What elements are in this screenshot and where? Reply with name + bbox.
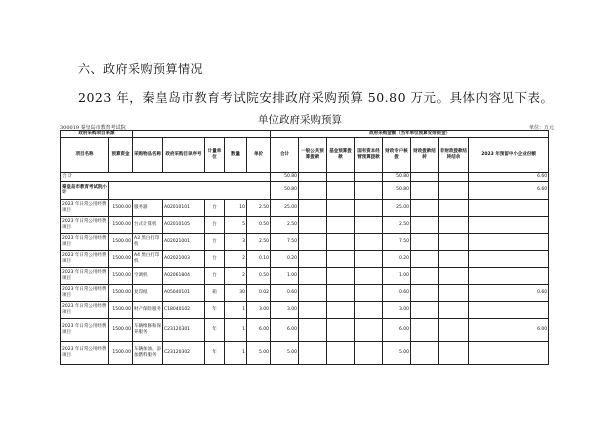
cell-price: 0.50 (247, 267, 271, 284)
cell-quantity: 3 (225, 233, 247, 250)
col-unit: 计量单位 (205, 137, 225, 172)
header-source: 政府采购项目来源 (61, 131, 133, 138)
header-blank (133, 131, 271, 138)
table-row (61, 199, 549, 216)
subtotal-amount: 50.80 (271, 181, 299, 199)
cell-total: 0.60 (271, 284, 299, 301)
col-fiscal-account: 财政专户核拨 (383, 137, 411, 172)
procurement-budget-table (60, 130, 549, 365)
col-quantity: 数量 (225, 137, 247, 172)
table-row (61, 216, 549, 233)
col-catalog-no: 政府采购目录序号 (163, 137, 205, 172)
cell-price: 2.50 (247, 233, 271, 250)
subtotal-label: 秦皇岛市教育考试院小计 (61, 181, 109, 199)
cell-unit: 箱 (205, 284, 225, 301)
table-row (61, 267, 549, 284)
cell-fiscal-account: 25.00 (383, 199, 411, 216)
table-row (61, 233, 549, 250)
cell-unit: 年 (205, 318, 225, 341)
subtotal-fiscal-account: 50.80 (383, 181, 411, 199)
cell-quantity: 5 (225, 216, 247, 233)
cell-year-2023 (469, 250, 549, 267)
cell-catalog-no: C23120301 (163, 318, 205, 341)
cell-fiscal-account: 0.60 (383, 284, 411, 301)
cell-project-name: 2023 年日常公用经费项目 (61, 233, 109, 250)
cell-price: 0.10 (247, 250, 271, 267)
cell-unit: 年 (205, 341, 225, 364)
cell-total: 2.50 (271, 216, 299, 233)
cell-item-name: 车辆加油、添加燃料服务 (133, 341, 163, 364)
cell-quantity: 30 (225, 284, 247, 301)
cell-quantity: 1 (225, 341, 247, 364)
cell-catalog-no: A02061804 (163, 267, 205, 284)
cell-total: 25.00 (271, 199, 299, 216)
col-price: 单价 (247, 137, 271, 172)
cell-year-2023: 6.00 (469, 318, 549, 341)
table-body (61, 199, 549, 364)
table-row (61, 284, 549, 301)
cell-project-name: 2023 年日常公用经费项目 (61, 301, 109, 318)
table-title: 单位政府采购预算 (258, 114, 342, 126)
cell-budget-funds: 1500.00 (109, 341, 133, 364)
cell-total: 6.00 (271, 318, 299, 341)
table-row (61, 301, 549, 318)
cell-fiscal-account: 7.50 (383, 233, 411, 250)
cell-quantity: 10 (225, 199, 247, 216)
col-fund-budget: 基金预算拨款 (327, 137, 355, 172)
cell-catalog-no: A02010105 (163, 216, 205, 233)
cell-year-2023 (469, 341, 549, 364)
cell-project-name: 2023 年日常公用经费项目 (61, 216, 109, 233)
cell-budget-funds: 1500.00 (109, 250, 133, 267)
cell-catalog-no: C18040102 (163, 301, 205, 318)
cell-price: 6.00 (247, 318, 271, 341)
col-item-name: 采购物品名称 (133, 137, 163, 172)
cell-catalog-no: A02010101 (163, 199, 205, 216)
cell-price: 3.00 (247, 301, 271, 318)
cell-budget-funds: 1500.00 (109, 233, 133, 250)
cell-item-name: 空调机 (133, 267, 163, 284)
cell-unit: 年 (205, 301, 225, 318)
cell-catalog-no: A05040101 (163, 284, 205, 301)
cell-item-name: A4 黑白打印机 (133, 250, 163, 267)
cell-fiscal-account: 2.50 (383, 216, 411, 233)
header-row-groups (61, 131, 549, 138)
cell-total: 3.00 (271, 301, 299, 318)
cell-total: 1.00 (271, 267, 299, 284)
col-fiscal-carry: 财政拨款结转 (411, 137, 439, 172)
cell-quantity: 2 (225, 250, 247, 267)
cell-unit: 台 (205, 199, 225, 216)
cell-year-2023 (469, 267, 549, 284)
cell-budget-funds: 1500.00 (109, 216, 133, 233)
cell-year-2023 (469, 233, 549, 250)
cell-project-name: 2023 年日常公用经费项目 (61, 250, 109, 267)
cell-fiscal-account: 0.20 (383, 250, 411, 267)
col-year-2023: 2023 年预留中小企业份额 (469, 137, 549, 172)
unit-info: 300019 秦皇岛市教育考试院 (60, 125, 126, 131)
col-state-capital: 国有资本经营预算拨款 (355, 137, 383, 172)
cell-total: 5.00 (271, 341, 299, 364)
header-row-columns (61, 137, 549, 172)
cell-project-name: 2023 年日常公用经费项目 (61, 318, 109, 341)
subtotal-row (61, 181, 549, 199)
header-funds: 政府采购金额（当年单位预算安排资金） (271, 131, 549, 138)
cell-year-2023: 0.60 (469, 284, 549, 301)
col-project-name: 项目名称 (61, 137, 109, 172)
subtotal-year-2023: 6.60 (469, 181, 549, 199)
cell-item-name: 复印纸 (133, 284, 163, 301)
section-title: 六、政府采购预算情况 (78, 62, 204, 76)
cell-project-name: 2023 年日常公用经费项目 (61, 199, 109, 216)
unit-label: 单位：万元 (528, 125, 554, 131)
table-row (61, 250, 549, 267)
total-fiscal-account: 50.80 (383, 172, 411, 181)
cell-budget-funds: 1500.00 (109, 267, 133, 284)
cell-budget-funds: 1500.00 (109, 199, 133, 216)
cell-item-name: 车辆维修和保养服务 (133, 318, 163, 341)
cell-fiscal-account: 3.00 (383, 301, 411, 318)
cell-total: 0.20 (271, 250, 299, 267)
cell-unit: 台 (205, 250, 225, 267)
cell-unit: 台 (205, 216, 225, 233)
cell-quantity: 2 (225, 267, 247, 284)
cell-project-name: 2023 年日常公用经费项目 (61, 341, 109, 364)
cell-fiscal-account: 5.00 (383, 341, 411, 364)
cell-project-name: 2023 年日常公用经费项目 (61, 284, 109, 301)
budget-summary-text: 2023 年，秦皇岛市教育考试院安排政府采购预算 50.80 万元。具体内容见下表。 (78, 90, 554, 105)
cell-budget-funds: 1500.00 (109, 301, 133, 318)
cell-item-name: 财产保险服务 (133, 301, 163, 318)
cell-price: 2.50 (247, 199, 271, 216)
cell-catalog-no: C23120302 (163, 341, 205, 364)
cell-item-name: 台式计算机 (133, 216, 163, 233)
total-label: 合 计 (61, 172, 271, 181)
cell-project-name: 2023 年日常公用经费项目 (61, 267, 109, 284)
col-general-public: 一般公共预算拨款 (299, 137, 327, 172)
cell-price: 0.50 (247, 216, 271, 233)
cell-year-2023 (469, 301, 549, 318)
cell-unit: 台 (205, 233, 225, 250)
cell-item-name: A3 黑白打印机 (133, 233, 163, 250)
cell-price: 5.00 (247, 341, 271, 364)
cell-quantity: 1 (225, 301, 247, 318)
col-non-fiscal-carry: 非财政拨款结转结余 (439, 137, 469, 172)
table-row (61, 341, 549, 364)
col-total: 合计 (271, 137, 299, 172)
total-amount: 50.80 (271, 172, 299, 181)
cell-budget-funds: 1500.00 (109, 284, 133, 301)
cell-year-2023 (469, 216, 549, 233)
cell-fiscal-account: 1.00 (383, 267, 411, 284)
cell-budget-funds: 1500.00 (109, 318, 133, 341)
cell-fiscal-account: 6.00 (383, 318, 411, 341)
cell-catalog-no: A02021001 (163, 233, 205, 250)
cell-catalog-no: A02021003 (163, 250, 205, 267)
col-budget-funds: 预算资金 (109, 137, 133, 172)
table-row (61, 318, 549, 341)
total-row (61, 172, 549, 181)
cell-price: 0.02 (247, 284, 271, 301)
cell-item-name: 服务器 (133, 199, 163, 216)
cell-total: 7.50 (271, 233, 299, 250)
cell-unit: 台 (205, 267, 225, 284)
cell-year-2023 (469, 199, 549, 216)
total-year-2023: 6.60 (469, 172, 549, 181)
cell-quantity: 1 (225, 318, 247, 341)
